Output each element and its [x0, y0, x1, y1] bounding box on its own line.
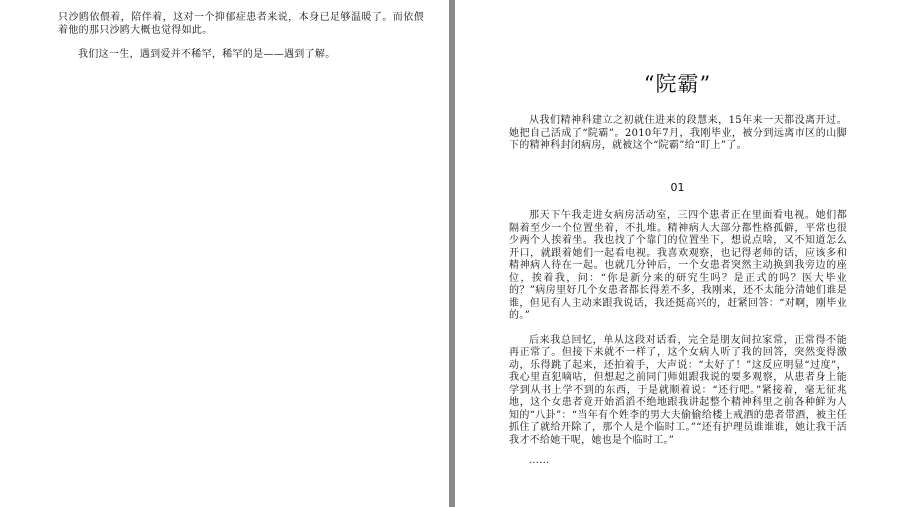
body-paragraph-2: 后来我总回忆，单从这段对话看，完全是朋友间拉家常，正常得不能再正常了。但接下来就不一样了，这个女病人听了我的回答，突然变得激动，乐得跳了起来，还拍着手，大声说：“太好了！”这反应明显“过度”，我心里直犯嘀咕，但想起之前同门师姐跟我说的要多观察，从患者身上能学到从书上学不到的东西，于是就顺着说：“还行吧。”紧接着，毫无征兆地，这个女患者竟开始滔滔不绝地跟我讲起整个精神科里之前各种鲜为人知的“八卦”：“当年有个姓李的男大夫偷偷给楼上戒酒的患者带酒，被主任抓住了就给开除了，那个人是个临时工。”“还有护理员谁谁谁，她让我干活我才不给她干呢，她也是个临时工。” — [509, 334, 847, 446]
left-page — [0, 0, 449, 507]
left-paragraph-1: 只沙鸥依偎着，陪伴着，这对一个抑郁症患者来说，本身已足够温暖了。而依偎着他的那只沙鸥大概也觉得如此。 — [58, 12, 424, 36]
section-body — [509, 210, 847, 468]
left-paragraph-2: 我们这一生，遇到爱并不稀罕，稀罕的是——遇到了解。 — [78, 49, 336, 60]
body-paragraph-1: 那天下午我走进女病房活动室，三四个患者正在里面看电视。她们都隔着至少一个位置坐着，不扎堆。精神病人大部分都性格孤僻，平常也很少两个人挨着坐。我也找了个靠门的位置坐下，想说点啥，又不知道怎么开口，就跟着她们一起看电视。我喜欢观察，也记得老师的话，应该多和精神病人待在一起。也就几分钟后，一个女患者突然主动换到我旁边的座位，挨着我，问：“你是新分来的研究生吗？是正式的吗？医大毕业的？”病房里好几个女患者都长得差不多，我刚来，还不太能分清她们谁是谁，但见有人主动来跟我说话，我还挺高兴的，赶紧回答：“对啊，刚毕业的。” — [509, 210, 847, 321]
ellipsis-paragraph: …… — [529, 455, 550, 466]
chapter-title: “院霸” — [643, 72, 712, 96]
left-page-text — [58, 12, 424, 62]
right-page — [455, 0, 900, 507]
section-number: 01 — [670, 181, 685, 194]
intro-paragraph: 从我们精神科建立之初就住进来的段慧来，15年来一天都没离开过。她把自己活成了“院霸”。2010年7月，我刚毕业，被分到远离市区的山脚下的精神科封闭病房，就被这个“院霸”给“盯上”了。 — [509, 115, 847, 151]
chapter-intro — [509, 115, 847, 153]
